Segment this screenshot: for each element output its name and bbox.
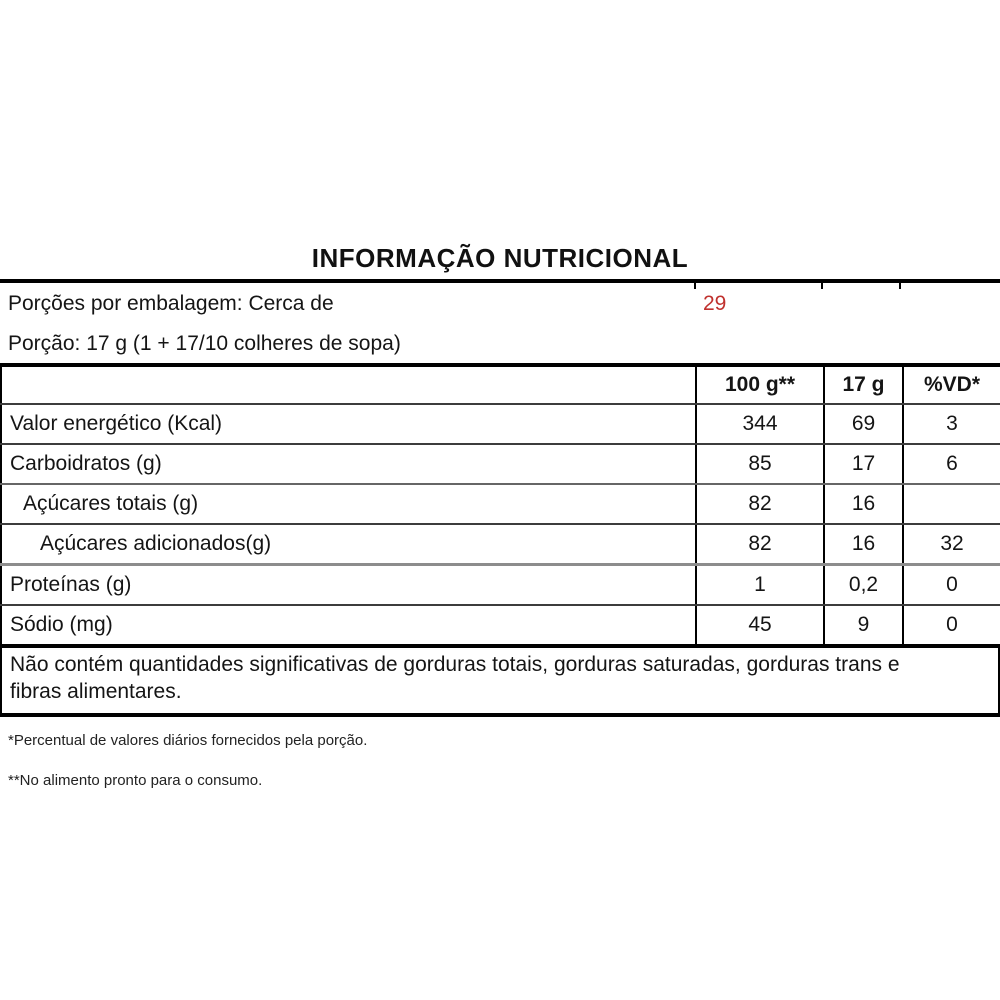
- table-row: [1, 404, 1000, 444]
- value-vd: 0: [903, 605, 1000, 646]
- serving-info: [0, 292, 1000, 356]
- value-vd: 3: [903, 404, 1000, 444]
- nutrient-label: Açúcares adicionados(g): [1, 524, 696, 565]
- page-title: INFORMAÇÃO NUTRICIONAL: [311, 243, 689, 273]
- servings-per-package-label: Porções por embalagem: Cerca de: [8, 292, 334, 315]
- table-header-row: [1, 365, 1000, 404]
- column-tick: [899, 283, 901, 289]
- servings-per-package-value: 29: [703, 292, 727, 315]
- footnote-prepared-food: **No alimento pronto para o consumo.: [8, 772, 263, 789]
- table-row: [1, 565, 1000, 606]
- value-100g: 344: [696, 404, 824, 444]
- value-vd: [903, 484, 1000, 524]
- portion-size-line: Porção: 17 g (1 + 17/10 colheres de sopa): [8, 332, 401, 355]
- nutrient-label: Sódio (mg): [10, 613, 113, 636]
- value-100g: 45: [696, 605, 824, 646]
- header-empty-cell: [1, 365, 696, 404]
- value-vd: 32: [903, 524, 1000, 565]
- table-row: [1, 484, 1000, 524]
- table-row: [1, 605, 1000, 646]
- value-17g: 17: [824, 444, 903, 484]
- value-17g: 16: [824, 484, 903, 524]
- value-17g: 0,2: [824, 565, 903, 606]
- value-100g: 1: [696, 565, 824, 606]
- nutrition-table: [0, 363, 1000, 648]
- value-17g: 9: [824, 605, 903, 646]
- value-100g: 82: [696, 484, 824, 524]
- header-vd: %VD*: [903, 365, 1000, 404]
- header-100g: 100 g**: [696, 365, 824, 404]
- nutrient-label: Proteínas (g): [1, 565, 696, 606]
- value-100g: 85: [696, 444, 824, 484]
- no-significant-amounts-note: Não contém quantidades significativas de gorduras totais, gorduras saturadas, gorduras trans e fibras alimentares.: [0, 648, 1000, 717]
- nutrient-label: Valor energético (Kcal): [1, 404, 696, 444]
- value-100g: 82: [696, 524, 824, 565]
- value-vd: 6: [903, 444, 1000, 484]
- column-tick: [821, 283, 823, 289]
- nutrient-label: Açúcares totais (g): [1, 484, 696, 524]
- table-row: [1, 524, 1000, 565]
- column-tick: [694, 283, 696, 289]
- footnote-daily-values: *Percentual de valores diários fornecidos pela porção.: [8, 732, 368, 749]
- title-divider: [0, 279, 1000, 283]
- header-17g: 17 g: [824, 365, 903, 404]
- servings-per-package-line: [8, 292, 1000, 316]
- nutrient-label: Carboidratos (g): [1, 444, 696, 484]
- value-17g: 16: [824, 524, 903, 565]
- value-vd: 0: [903, 565, 1000, 606]
- table-row: [1, 444, 1000, 484]
- value-17g: 69: [824, 404, 903, 444]
